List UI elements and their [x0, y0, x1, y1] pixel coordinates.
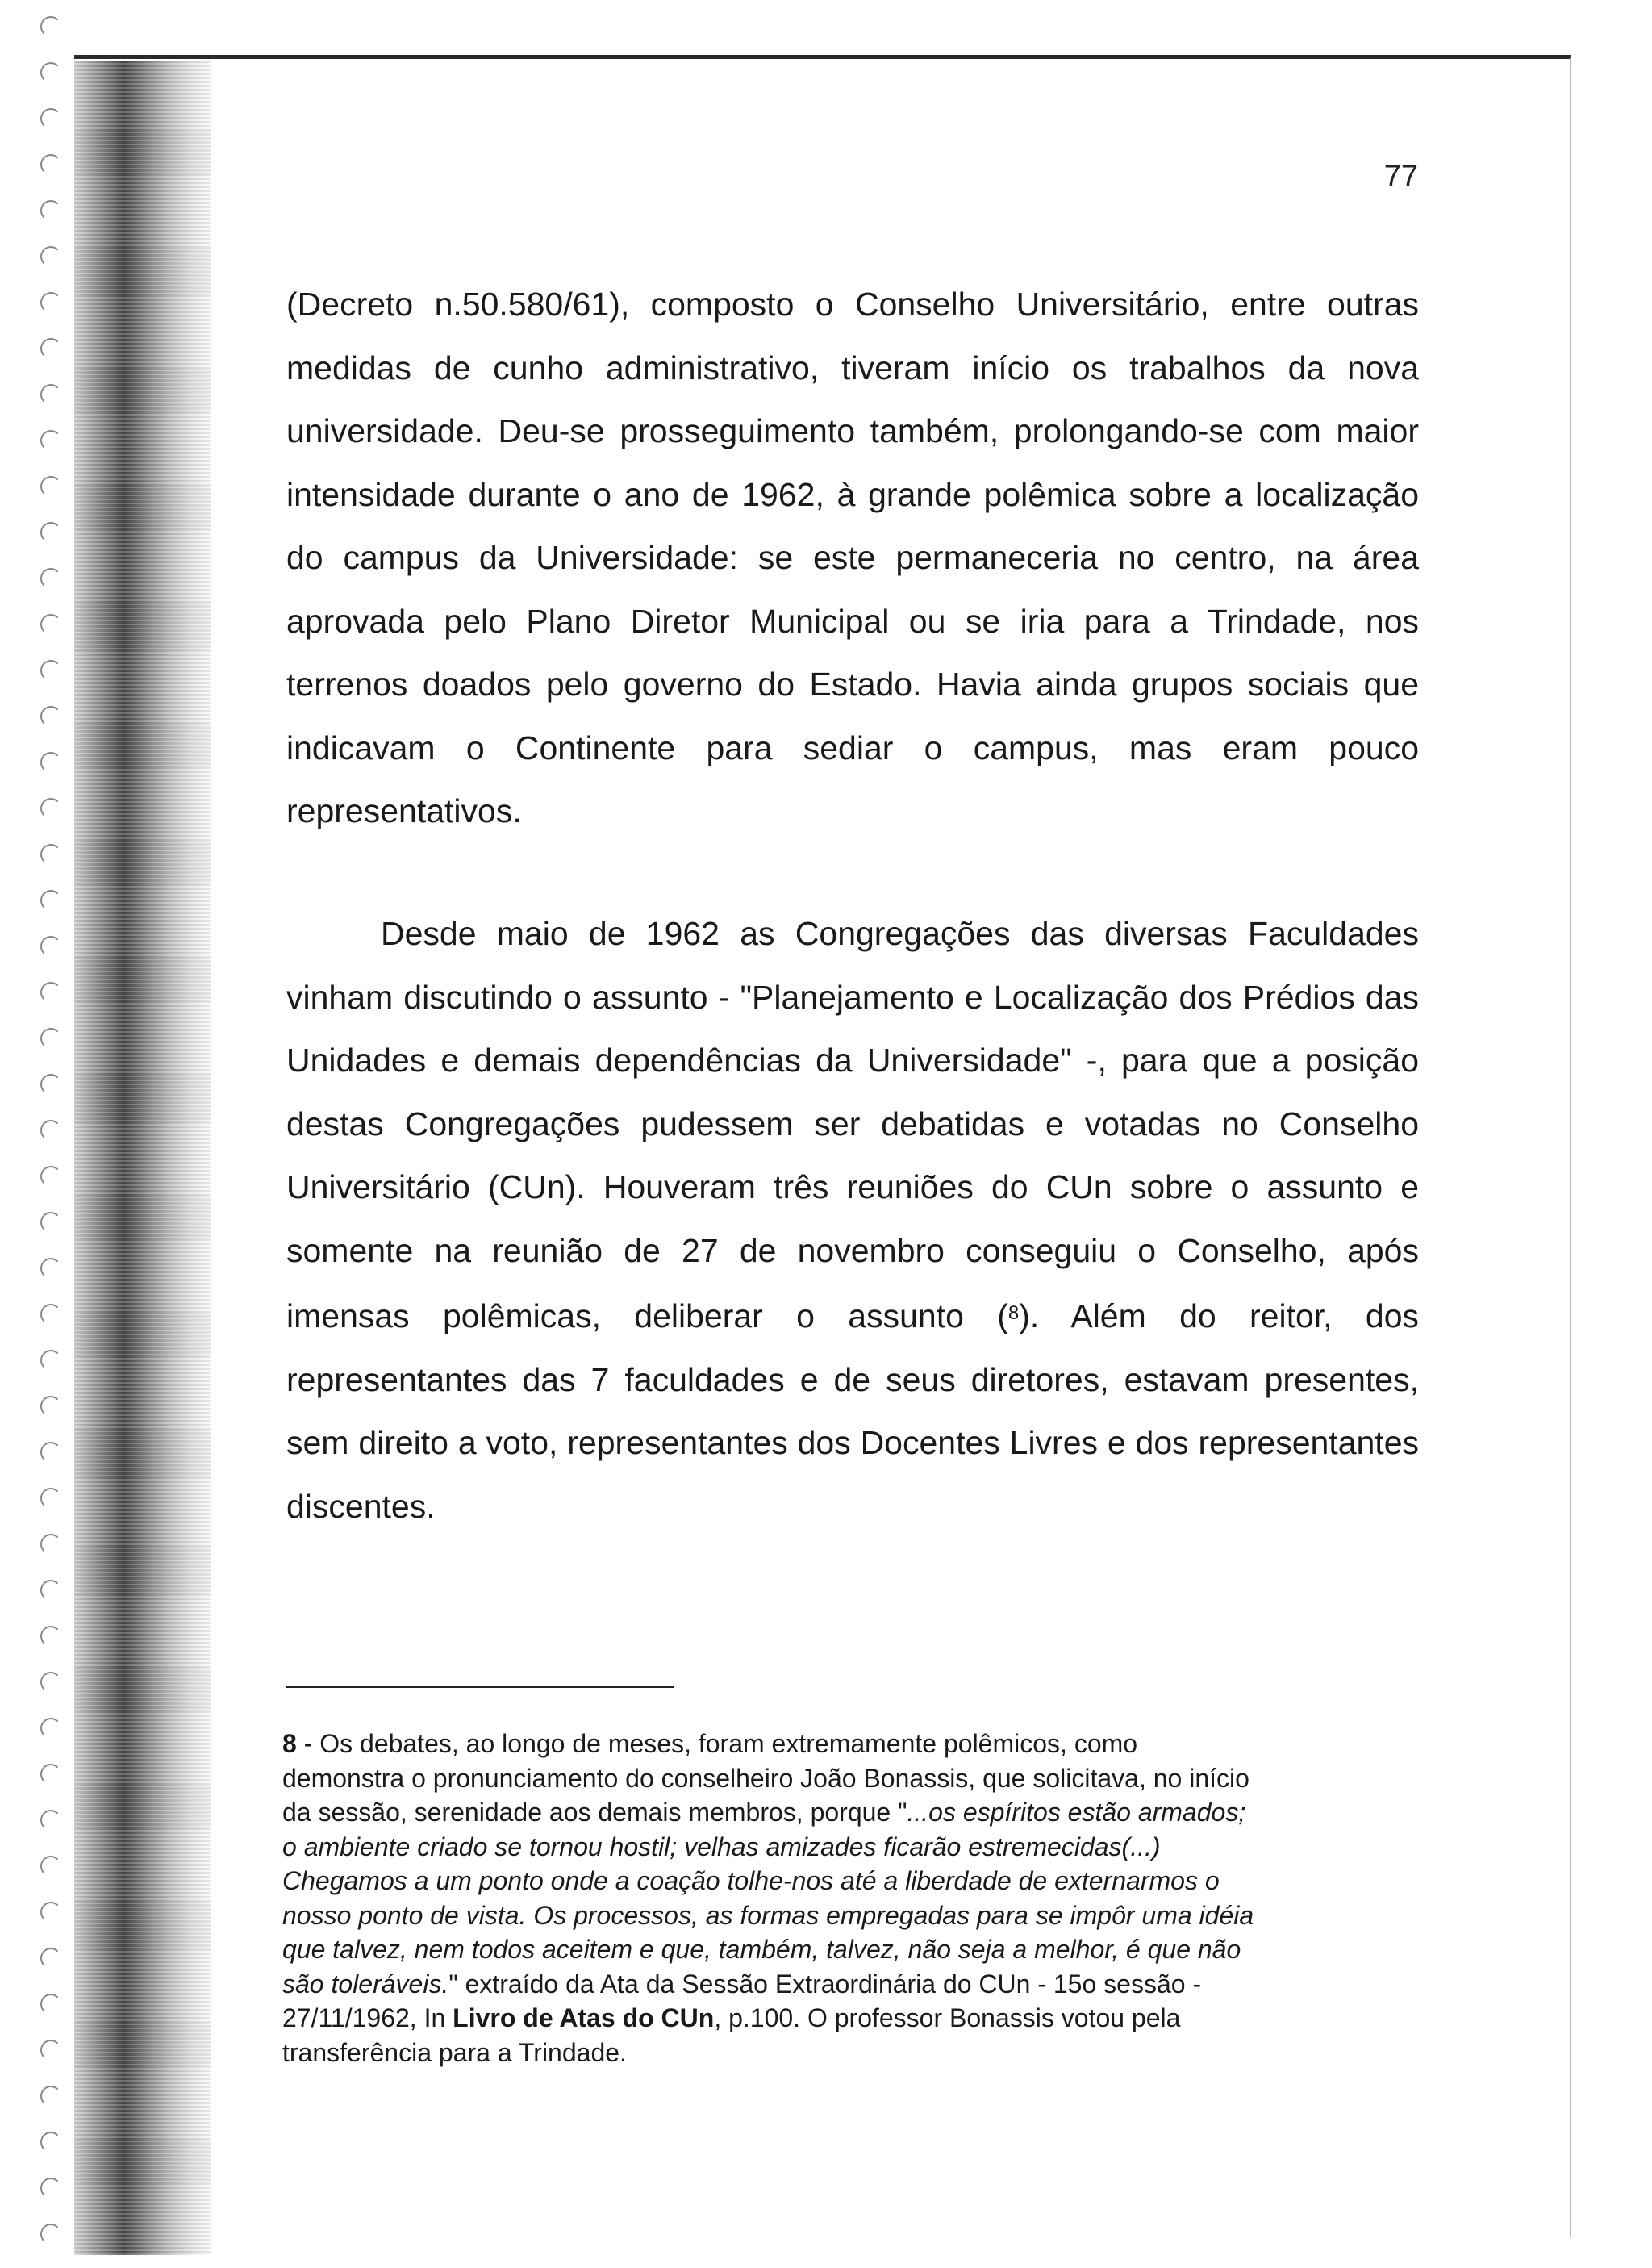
footnote-8	[282, 1727, 1266, 2070]
spiral-hole	[40, 1304, 61, 1325]
paragraph-2	[286, 902, 1419, 1538]
spiral-hole	[40, 2132, 61, 2153]
spiral-hole	[40, 338, 61, 359]
footnote-intro: - Os debates, ao longo de meses, foram extremamente polêmicos, como demonstra o pronunciamento do conselheiro João Bonassis, que solicitava, no início da sessão, serenidade aos demais membros, porque "	[282, 1729, 1249, 1827]
spiral-hole	[40, 62, 61, 83]
spiral-hole	[40, 430, 61, 451]
spiral-hole	[40, 1764, 61, 1785]
spiral-hole	[40, 936, 61, 957]
spiral-hole	[40, 660, 61, 681]
spiral-hole	[40, 108, 61, 129]
spiral-hole	[40, 246, 61, 267]
footnote-source: " extraído da Ata da Sessão Extraordinária do CUn - 15o sessão - 27/11/1962, In	[282, 1969, 1202, 2032]
spiral-hole	[40, 844, 61, 865]
footnote-number: 8	[282, 1729, 297, 1758]
spiral-hole	[40, 1396, 61, 1417]
spiral-hole	[40, 982, 61, 1003]
spiral-hole	[40, 476, 61, 497]
spiral-hole	[40, 2224, 61, 2245]
spiral-hole	[40, 1074, 61, 1095]
spiral-hole	[40, 200, 61, 221]
spiral-hole	[40, 1626, 61, 1647]
spiral-hole	[40, 1672, 61, 1693]
spiral-hole	[40, 1534, 61, 1555]
footnote-tail: , p.100. O professor Bonassis votou pela transferência para a Trindade.	[282, 2003, 1181, 2067]
spiral-hole	[40, 798, 61, 819]
spiral-hole	[40, 2086, 61, 2107]
spiral-hole	[40, 16, 61, 37]
paragraph-1: (Decreto n.50.580/61), composto o Conselho Universitário, entre outras medidas de cunho administrativo, tiveram início os trabalhos da nova universidade. Deu-se prosseguimento também, prolongando-se com maior intensidade durante o ano de 1962, à grande polêmica sobre a localização do campus da Universidade: se este permaneceria no centro, na área aprovada pelo Plano Diretor Municipal ou se iria para a Trindade, nos terrenos doados pelo governo do Estado. Havia ainda grupos sociais que indicavam o Continente para sediar o campus, mas eram pouco representativos.	[286, 286, 1419, 829]
spiral-hole	[40, 2040, 61, 2061]
spiral-hole	[40, 154, 61, 175]
footnote-reference: 8	[1007, 1302, 1020, 1324]
spiral-hole	[40, 522, 61, 543]
spiral-hole	[40, 292, 61, 313]
spiral-hole	[40, 1442, 61, 1463]
spiral-hole	[40, 1166, 61, 1187]
spiral-binding	[16, 0, 65, 2259]
spiral-hole	[40, 1350, 61, 1371]
paragraph-2-text-continued: ). Além do reitor, dos representantes das 7 faculdades e de seus diretores, estavam presentes, sem direito a voto, representantes dos Docentes Livres e dos representantes discentes.	[286, 1297, 1419, 1525]
spiral-hole	[40, 1856, 61, 1877]
spiral-hole	[40, 1258, 61, 1279]
paragraph-2-text: Desde maio de 1962 as Congregações das diversas Faculdades vinham discutindo o assunto - "Planejamento e Localização dos Prédios das Unidades e demais dependências da Universidade" -, para que a posição destas Congregações pudessem ser debatidas e votadas no Conselho Universitário (CUn). Houveram três reuniões do CUn sobre o assunto e somente na reunião de 27 de novembro conseguiu o Conselho, após imensas polêmicas, deliberar o assunto (	[286, 915, 1419, 1334]
spiral-hole	[40, 706, 61, 727]
spiral-hole	[40, 890, 61, 911]
spiral-hole	[40, 1028, 61, 1049]
spiral-hole	[40, 1212, 61, 1233]
spiral-hole	[40, 1718, 61, 1739]
spiral-hole	[40, 2178, 61, 2199]
footnote-quote: ...os espíritos estão armados; o ambiente criado se tornou hostil; velhas amizades ficarão estremecidas(...) Chegamos a um ponto onde a coação tolhe-nos até a liberdade de externarmos o nosso ponto de vista. Os processos, as formas empregadas para se impôr uma idéia que talvez, nem todos aceitem e que, também, talvez, não seja a melhor, é que não são toleráveis.	[282, 1798, 1254, 1999]
spiral-hole	[40, 1488, 61, 1509]
spiral-hole	[40, 384, 61, 405]
spiral-hole	[40, 1120, 61, 1141]
spiral-hole	[40, 1948, 61, 1969]
spiral-hole	[40, 1994, 61, 2015]
page-number: 77	[1383, 160, 1418, 194]
spiral-hole	[40, 1810, 61, 1831]
spiral-hole	[40, 1902, 61, 1923]
spiral-hole	[40, 614, 61, 635]
spiral-hole	[40, 568, 61, 589]
spiral-hole	[40, 1580, 61, 1601]
spiral-hole	[40, 752, 61, 773]
footnote-separator	[286, 1686, 674, 1688]
footnote-book-title: Livro de Atas do CUn	[453, 2003, 715, 2032]
